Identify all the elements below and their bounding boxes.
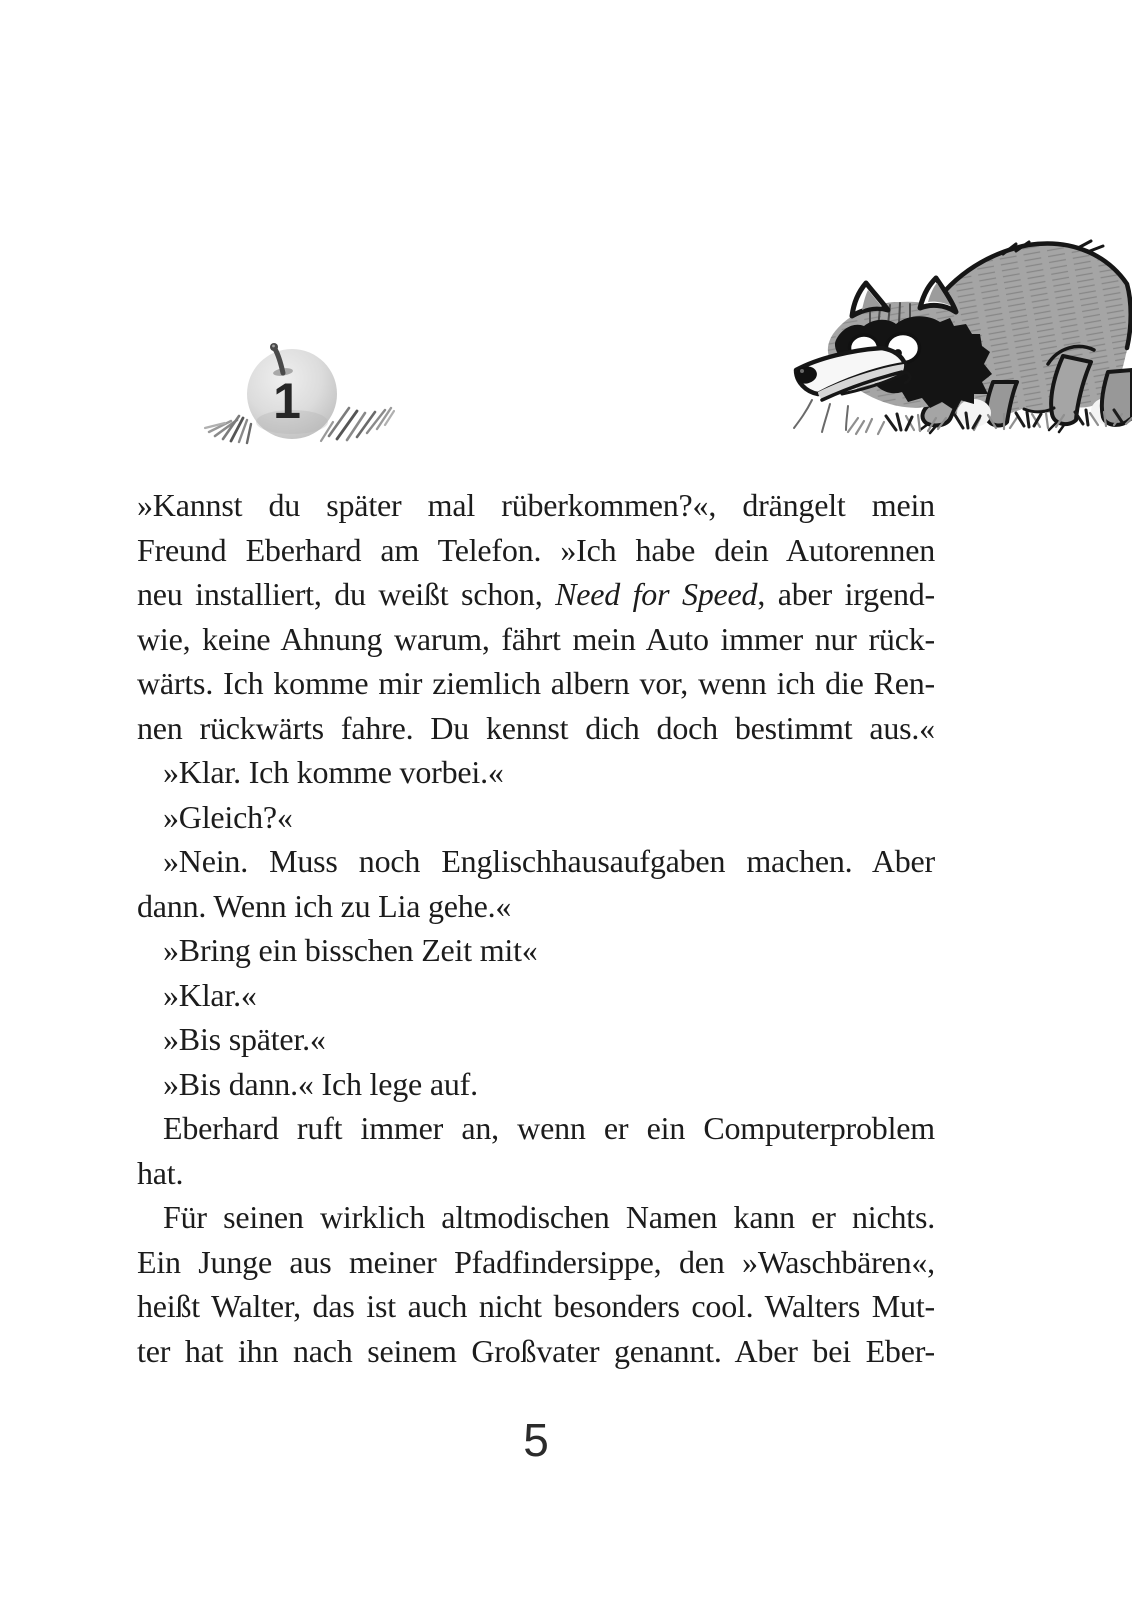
text-segment: »Bis später.« [163,1021,326,1057]
apple-chapter-marker-illustration [195,308,395,448]
text-line [137,750,935,795]
text-segment: heißt Walter, das ist auch nicht besonders cool. Walters Mut- [137,1288,935,1324]
text-line [137,1240,935,1285]
text-segment: »Klar. Ich komme vorbei.« [163,754,504,790]
text-segment: Für seinen wirklich altmodischen Namen kann er nichts. [163,1199,935,1235]
text-line [137,572,935,617]
text-segment: Ein Junge aus meiner Pfadfindersippe, den »Waschbären«, [137,1243,935,1280]
text-line [137,1284,935,1329]
text-line [137,706,935,751]
raccoon-illustration [778,222,1132,440]
text-segment: »Bring ein bisschen Zeit mit« [163,932,538,968]
chapter-number: 1 [273,373,301,429]
text-segment: , aber irgend- [757,576,936,612]
grass-left [205,416,251,443]
italic-text-segment: Need for Speed [555,576,758,612]
text-block [137,483,935,1373]
text-segment: »Kannst du später mal rüberkommen?«, drängelt mein [137,487,935,523]
text-segment: »Klar.« [163,976,257,1013]
text-segment: dann. Wenn ich zu Lia gehe.« [137,887,512,924]
text-line [137,483,935,528]
text-segment: wie, keine Ahnung warum, fährt mein Auto immer nur rück- [137,620,935,657]
text-segment: »Gleich?« [163,798,293,835]
nose-highlight [800,369,804,373]
text-segment: neu installiert, du weißt schon, [137,576,556,612]
text-segment: wärts. Ich komme mir ziemlich albern vor, wenn ich die Ren- [137,665,935,701]
page-number: 5 [523,1414,549,1466]
text-line [137,795,935,840]
text-line [137,1062,935,1107]
text-segment: Freund Eberhard am Telefon. »Ich habe dein Autorennen [137,531,935,568]
text-line [137,528,935,573]
text-segment: »Bis dann.« Ich lege auf. [163,1065,478,1102]
whiskers [794,400,848,432]
text-segment: hat. [137,1154,184,1191]
text-segment: Eberhard ruft immer an, wenn er ein Computerproblem [163,1110,935,1146]
text-line [137,1106,935,1151]
text-line [137,661,935,706]
text-line [137,1329,935,1374]
left-ear [852,283,888,316]
text-segment: »Nein. Muss noch Englischhausaufgaben machen. Aber [163,843,935,879]
text-segment: nen rückwärts fahre. Du kennst dich doch bestimmt aus.« [137,709,935,746]
text-line [137,617,935,662]
text-line [137,839,935,884]
text-line [137,1017,935,1062]
text-line [137,1195,935,1240]
text-line [137,884,935,929]
text-line [137,973,935,1018]
apple-stem-knob-highlight [272,345,275,348]
text-line [137,928,935,973]
text-segment: ter hat ihn nach seinem Großvater genannt. Aber bei Eber- [137,1332,935,1369]
text-line [137,1151,935,1196]
